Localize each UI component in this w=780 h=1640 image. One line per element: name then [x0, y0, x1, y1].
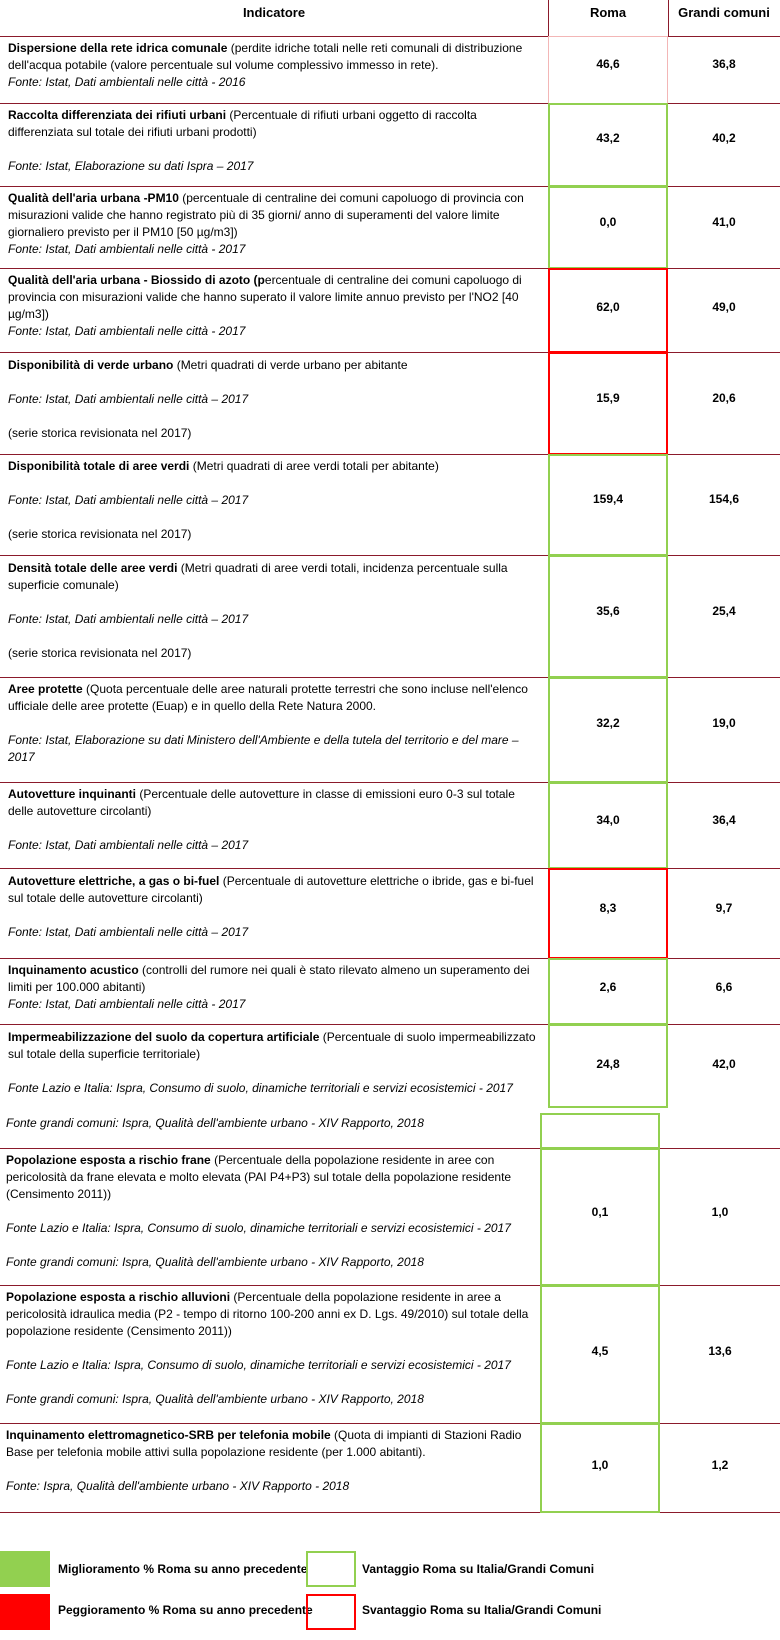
row-source: Fonte: Istat, Elaborazione su dati Ministero dell'Ambiente e della tutela del territorio e del mare – 2017	[8, 733, 519, 764]
row-note: (serie storica revisionata nel 2017)	[8, 426, 192, 440]
row-source: Fonte grandi comuni: Ispra, Qualità dell'ambiente urbano - XIV Rapporto, 2018	[6, 1392, 424, 1406]
table-row	[8, 786, 543, 854]
row-desc: (Quota percentuale delle aree naturali protette terrestri che sono incluse nell'elenco ufficiale delle aree protette (Euap) e in quello della Rete Natura 2000.	[8, 682, 528, 713]
roma-value: 0,0	[599, 215, 617, 229]
row-desc: (Metri quadrati di verde urbano per abitante	[173, 358, 408, 372]
legend-advantage-label: Vantaggio Roma su Italia/Grandi Comuni	[362, 1562, 595, 1576]
grandi-value: 40,2	[712, 131, 736, 145]
row-title: Autovetture elettriche, a gas o bi-fuel	[8, 874, 220, 888]
roma-value: 35,6	[596, 604, 620, 618]
roma-value: 4,5	[591, 1344, 609, 1358]
row-title: Dispersione della rete idrica comunale	[8, 41, 228, 55]
row-title: Disponibilità di verde urbano	[8, 358, 174, 372]
table-row	[8, 962, 543, 1013]
grandi-value: 1,0	[711, 1205, 729, 1219]
row-title: Popolazione esposta a rischio frane	[6, 1153, 211, 1167]
row-desc: (Percentuale delle autovetture in classe di emissioni euro 0-3 sul totale delle autovetture circolanti)	[8, 787, 515, 818]
row-desc: (controlli del rumore nei quali è stato rilevato almeno un superamento dei limiti per 100.000 abitanti)	[8, 963, 530, 994]
table-row	[8, 1029, 543, 1097]
row-desc: (Percentuale di suolo impermeabilizzato sul totale della superficie territoriale)	[8, 1030, 536, 1061]
row-desc: (Percentuale della popolazione residente in aree a pericolosità idraulica media (P2 - tempo di ritorno 100-200 anni ex D. Lgs. 49/2010) sul totale della popolazione residente (Censimento 2011))	[6, 1290, 529, 1338]
row-source: Fonte: Istat, Dati ambientali nelle città - 2017	[8, 242, 246, 256]
roma-value: 32,2	[596, 716, 620, 730]
row-title: Qualità dell'aria urbana -PM10	[8, 191, 179, 205]
table-row	[8, 357, 543, 442]
row-source: Fonte: Istat, Dati ambientali nelle città - 2017	[8, 324, 246, 338]
row-desc: (percentuale di centraline dei comuni capoluogo di provincia con misurazioni valide che hanno registrato più di 35 giorni/ anno di superamenti del valore limite giornaliero previsto per il PM10 [50 µg/m3])	[8, 191, 524, 239]
roma-value: 0,1	[591, 1205, 609, 1219]
row-title: Inquinamento acustico	[8, 963, 139, 977]
row-desc: (Percentuale della popolazione residente in aree con pericolosità da frane elevata e molto elevata (PAI P4+P3) sul totale della popolazione residente (Censimento 2011))	[6, 1153, 512, 1201]
table-row	[8, 873, 543, 941]
row-source: Fonte Lazio e Italia: Ispra, Consumo di suolo, dinamiche territoriali e servizi ecosistemici - 2017	[6, 1221, 511, 1235]
table-row	[6, 1152, 541, 1271]
row-source: Fonte grandi comuni: Ispra, Qualità dell'ambiente urbano - XIV Rapporto, 2018	[6, 1255, 424, 1269]
table-row	[8, 190, 543, 258]
grandi-value: 9,7	[715, 901, 733, 915]
row-title: Popolazione esposta a rischio alluvioni	[6, 1290, 231, 1304]
table-row	[6, 1289, 541, 1408]
row-source: Fonte: Istat, Dati ambientali nelle città – 2017	[8, 612, 249, 626]
legend-advantage-swatch	[306, 1551, 356, 1587]
row-source: Fonte: Istat, Elaborazione su dati Ispra – 2017	[8, 159, 254, 173]
header-roma: Roma	[589, 5, 627, 20]
row-title: Disponibilità totale di aree verdi	[8, 459, 190, 473]
roma-value: 8,3	[599, 901, 617, 915]
row-source: Fonte Lazio e Italia: Ispra, Consumo di suolo, dinamiche territoriali e servizi ecosistemici - 2017	[6, 1358, 511, 1372]
legend-improve-swatch	[0, 1551, 50, 1587]
row-source: Fonte: Istat, Dati ambientali nelle città – 2017	[8, 925, 249, 939]
legend-worsen-swatch	[0, 1594, 50, 1630]
roma-value: 15,9	[596, 391, 620, 405]
legend-worsen-label: Peggioramento % Roma su anno precedente	[58, 1603, 313, 1617]
grandi-value: 36,4	[712, 813, 736, 827]
row-source: Fonte: Istat, Dati ambientali nelle città – 2017	[8, 392, 249, 406]
header-grandi-comuni: Grandi comuni	[678, 5, 770, 20]
row-source: Fonte: Istat, Dati ambientali nelle città – 2017	[8, 493, 249, 507]
table-row	[6, 1427, 541, 1495]
roma-value: 1,0	[591, 1458, 609, 1472]
table-row	[8, 458, 543, 543]
roma-value: 24,8	[596, 1057, 620, 1071]
header-indicator: Indicatore	[242, 5, 306, 20]
row-title: Qualità dell'aria urbana - Biossido di azoto (p	[8, 273, 265, 287]
grandi-value: 36,8	[712, 57, 736, 71]
legend-disadvantage-swatch	[306, 1594, 356, 1630]
table-row	[8, 40, 543, 91]
roma-value: 46,6	[596, 57, 620, 71]
row-desc: (perdite idriche totali nelle reti comunali di distribuzione dell'acqua potabile (valore percentuale sul volume complessivo immesso in rete).	[8, 41, 523, 72]
row-title: Impermeabilizzazione del suolo da copertura artificiale	[8, 1030, 320, 1044]
grandi-value: 20,6	[712, 391, 736, 405]
grandi-value: 19,0	[712, 716, 736, 730]
grandi-value: 42,0	[712, 1057, 736, 1071]
table-row	[8, 560, 543, 662]
grandi-value: 49,0	[712, 300, 736, 314]
roma-value: 159,4	[592, 492, 624, 506]
row-note: (serie storica revisionata nel 2017)	[8, 527, 192, 541]
row-desc: (Percentuale di rifiuti urbani oggetto di raccolta differenziata sul totale dei rifiuti urbani prodotti)	[8, 108, 477, 139]
row-desc: ercentuale di centraline dei comuni capoluogo di provincia con misurazioni valide che hanno superato il valore limite annuo previsto per l'NO2 [40 µg/m3])	[8, 273, 522, 321]
grandi-value: 13,6	[708, 1344, 732, 1358]
row-source-grandi: Fonte grandi comuni: Ispra, Qualità dell'ambiente urbano - XIV Rapporto, 2018	[6, 1116, 424, 1130]
row-source: Fonte Lazio e Italia: Ispra, Consumo di suolo, dinamiche territoriali e servizi ecosistemici - 2017	[8, 1081, 513, 1095]
table-row	[8, 107, 543, 175]
roma-value: 43,2	[596, 131, 620, 145]
row-title: Inquinamento elettromagnetico-SRB per telefonia mobile	[6, 1428, 331, 1442]
row-desc: (Metri quadrati di aree verdi totali per abitante)	[189, 459, 439, 473]
row-source: Fonte: Istat, Dati ambientali nelle città - 2017	[8, 997, 246, 1011]
row-note: (serie storica revisionata nel 2017)	[8, 646, 192, 660]
legend-improve-label: Miglioramento % Roma su anno precedente	[58, 1562, 308, 1576]
row-source: Fonte: Ispra, Qualità dell'ambiente urbano - XIV Rapporto - 2018	[6, 1479, 350, 1493]
grandi-value: 25,4	[712, 604, 736, 618]
row-source: Fonte: Istat, Dati ambientali nelle città - 2016	[8, 75, 246, 89]
row-title: Autovetture inquinanti	[8, 787, 136, 801]
row-source: Fonte: Istat, Dati ambientali nelle città – 2017	[8, 838, 249, 852]
roma-value: 2,6	[599, 980, 617, 994]
row-desc: (Percentuale di autovetture elettriche o ibride, gas e bi-fuel sul totale delle autovetture circolanti)	[8, 874, 534, 905]
table-row	[8, 272, 543, 340]
row-desc: (Metri quadrati di aree verdi totali, incidenza percentuale sulla superficie comunale)	[8, 561, 508, 592]
row-title: Raccolta differenziata dei rifiuti urbani	[8, 108, 227, 122]
roma-value: 34,0	[596, 813, 620, 827]
roma-value: 62,0	[596, 300, 620, 314]
row-title: Aree protette	[8, 682, 83, 696]
grandi-value: 41,0	[712, 215, 736, 229]
legend-disadvantage-label: Svantaggio Roma su Italia/Grandi Comuni	[362, 1603, 602, 1617]
row-desc: (Quota di impianti di Stazioni Radio Base per telefonia mobile attivi sulla popolazione residente (per 1.000 abitanti).	[6, 1428, 522, 1459]
table-row	[8, 681, 543, 766]
grandi-value: 154,6	[708, 492, 740, 506]
row-title: Densità totale delle aree verdi	[8, 561, 178, 575]
grandi-value: 6,6	[715, 980, 733, 994]
grandi-value: 1,2	[711, 1458, 729, 1472]
